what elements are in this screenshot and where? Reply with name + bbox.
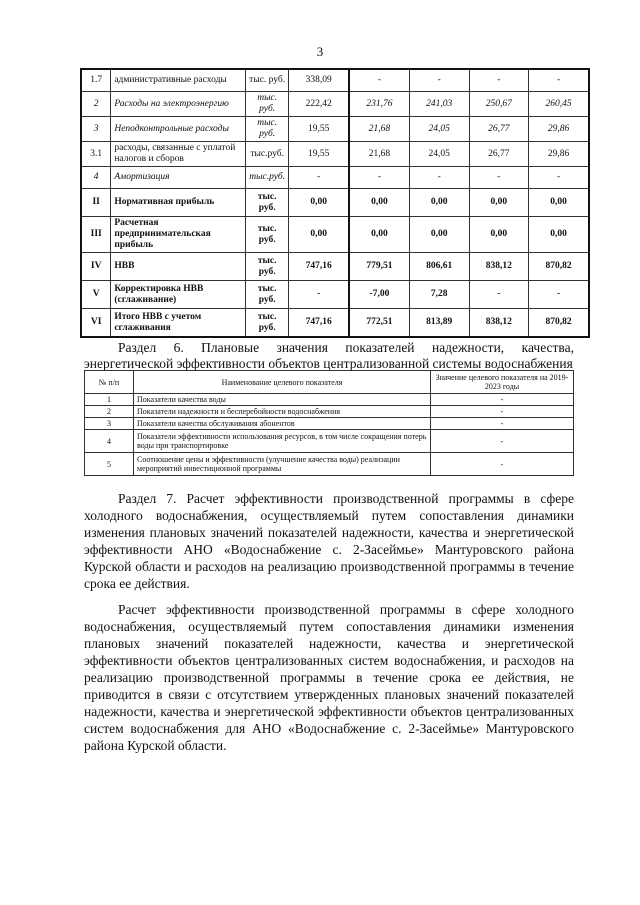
value-cell: 7,28 (409, 281, 469, 309)
table-row (81, 281, 589, 309)
value-cell: 0,00 (289, 217, 349, 253)
cost-table (80, 68, 590, 338)
header-name: Наименование целевого показателя (134, 371, 431, 394)
value-cell: 19,55 (289, 142, 349, 167)
row-name: Амортизация (111, 167, 246, 189)
value-cell: 29,86 (529, 142, 589, 167)
value-cell: 779,51 (349, 253, 409, 281)
value-cell: 26,77 (469, 142, 529, 167)
table-row (81, 92, 589, 117)
value-cell: 338,09 (289, 69, 349, 92)
row-name: Итого НВВ с учетом сглаживания (111, 309, 246, 338)
row-name: Расходы на электроэнергию (111, 92, 246, 117)
table-row (81, 167, 589, 189)
row-name: Показатели качества воды (134, 394, 431, 406)
row-number: V (81, 281, 111, 309)
value-cell: - (529, 69, 589, 92)
section-6-line-1: Раздел 6. Плановые значения показателей надежности, качества, (118, 340, 574, 355)
value-cell: 838,12 (469, 309, 529, 338)
row-number: 2 (81, 92, 111, 117)
row-name: Показатели надежности и бесперебойности водоснабжения (134, 406, 431, 418)
row-number: 3.1 (81, 142, 111, 167)
row-value: - (431, 453, 574, 476)
value-cell: 21,68 (349, 117, 409, 142)
value-cell: 0,00 (529, 189, 589, 217)
row-unit: тыс. руб. (245, 189, 288, 217)
value-cell: 0,00 (289, 189, 349, 217)
row-unit: тыс. руб. (245, 69, 288, 92)
table-row (85, 394, 574, 406)
row-name: Расчетная предпринимательская прибыль (111, 217, 246, 253)
table-row (81, 117, 589, 142)
row-name: административные расходы (111, 69, 246, 92)
row-value: - (431, 406, 574, 418)
value-cell: - (289, 281, 349, 309)
row-name: Нормативная прибыль (111, 189, 246, 217)
table-row (81, 253, 589, 281)
row-value: - (431, 394, 574, 406)
value-cell: - (349, 167, 409, 189)
row-value: - (431, 418, 574, 430)
value-cell: - (289, 167, 349, 189)
value-cell: - (349, 69, 409, 92)
header-number: № п/п (85, 371, 134, 394)
value-cell: 0,00 (469, 217, 529, 253)
value-cell: 222,42 (289, 92, 349, 117)
row-number: IV (81, 253, 111, 281)
row-number: VI (81, 309, 111, 338)
value-cell: 747,16 (289, 309, 349, 338)
table-row (81, 142, 589, 167)
value-cell: 0,00 (349, 189, 409, 217)
value-cell: - (529, 167, 589, 189)
value-cell: - (469, 167, 529, 189)
row-number: 3 (85, 418, 134, 430)
row-name: Показатели эффективности использования ресурсов, в том числе сокращения потерь воды при транспортировке (134, 430, 431, 453)
table-row (85, 406, 574, 418)
row-name: Показатели качества обслуживания абонентов (134, 418, 431, 430)
value-cell: 747,16 (289, 253, 349, 281)
value-cell: - (409, 69, 469, 92)
row-name: Корректировка НВВ (сглаживание) (111, 281, 246, 309)
row-number: 3 (81, 117, 111, 142)
row-number: 5 (85, 453, 134, 476)
row-number: 4 (81, 167, 111, 189)
value-cell: 231,76 (349, 92, 409, 117)
value-cell: 838,12 (469, 253, 529, 281)
row-name: НВВ (111, 253, 246, 281)
table-row (85, 430, 574, 453)
row-unit: тыс.руб. (245, 167, 288, 189)
section-7-paragraph: Раздел 7. Расчет эффективности производственной программы в сфере холодного водоснабжения, осуществляемый путем сопоставления динамики изменения плановых значений показателей надежности, качества и энергетической эффективности АНО «Водоснабжение с. 2-Засеймье» Мантуровского района Курской области и расходов на реализацию производственной программы в течение срока ее действия. (84, 491, 574, 591)
row-name: Неподконтрольные расходы (111, 117, 246, 142)
row-unit: тыс. руб. (245, 217, 288, 253)
section-6-heading (84, 340, 574, 372)
value-cell: -7,00 (349, 281, 409, 309)
row-number: 2 (85, 406, 134, 418)
efficiency-paragraph: Расчет эффективности производственной программы в сфере холодного водоснабжения, осуществляемый путем сопоставления динамики изменения плановых значений показателей надежности, качества и энергетической эффективности объектов централизованных систем водоснабжения, и расходов на реализацию производственной программы в течение срока ее действия, не приводится в связи с отсутствием утвержденных плановых значений показателей надежности, качества и энергетической эффективности объектов централизованных систем водоснабжения для АНО «Водоснабжение с. 2-Засеймье» Мантуровского района Курской области. (84, 602, 574, 753)
value-cell: - (409, 167, 469, 189)
target-indicators-table (84, 370, 574, 476)
value-cell: 0,00 (469, 189, 529, 217)
table-row (85, 453, 574, 476)
value-cell: 0,00 (349, 217, 409, 253)
value-cell: 260,45 (529, 92, 589, 117)
row-unit: тыс. руб. (245, 281, 288, 309)
table-row (81, 189, 589, 217)
row-number: III (81, 217, 111, 253)
value-cell: 24,05 (409, 142, 469, 167)
section-6-line-2: энергетической эффективности объектов централизованной системы водоснабжения (84, 356, 573, 371)
value-cell: 21,68 (349, 142, 409, 167)
value-cell: - (469, 69, 529, 92)
row-name: Соотношение цены и эффективности (улучшение качества воды) реализации мероприятий инвестиционной программы (134, 453, 431, 476)
value-cell: - (529, 281, 589, 309)
row-name: расходы, связанные с уплатой налогов и сборов (111, 142, 246, 167)
row-value: - (431, 430, 574, 453)
value-cell: 24,05 (409, 117, 469, 142)
table-row (81, 309, 589, 338)
value-cell: 0,00 (529, 217, 589, 253)
value-cell: 870,82 (529, 253, 589, 281)
row-unit: тыс.руб. (245, 142, 288, 167)
value-cell: 19,55 (289, 117, 349, 142)
value-cell: 0,00 (409, 217, 469, 253)
row-number: II (81, 189, 111, 217)
row-number: 1 (85, 394, 134, 406)
table-header-row (85, 371, 574, 394)
value-cell: 806,61 (409, 253, 469, 281)
table-row (81, 69, 589, 92)
value-cell: 813,89 (409, 309, 469, 338)
row-unit: тыс. руб. (245, 117, 288, 142)
value-cell: 870,82 (529, 309, 589, 338)
table-row (85, 418, 574, 430)
row-unit: тыс. руб. (245, 92, 288, 117)
row-number: 1.7 (81, 69, 111, 92)
row-unit: тыс. руб. (245, 253, 288, 281)
row-unit: тыс. руб. (245, 309, 288, 338)
value-cell: - (469, 281, 529, 309)
page-number: 3 (316, 44, 324, 59)
header-value: Значение целевого показателя на 2019-2023 годы (431, 371, 574, 394)
table-row (81, 217, 589, 253)
value-cell: 29,86 (529, 117, 589, 142)
value-cell: 772,51 (349, 309, 409, 338)
value-cell: 241,03 (409, 92, 469, 117)
value-cell: 250,67 (469, 92, 529, 117)
value-cell: 26,77 (469, 117, 529, 142)
row-number: 4 (85, 430, 134, 453)
value-cell: 0,00 (409, 189, 469, 217)
